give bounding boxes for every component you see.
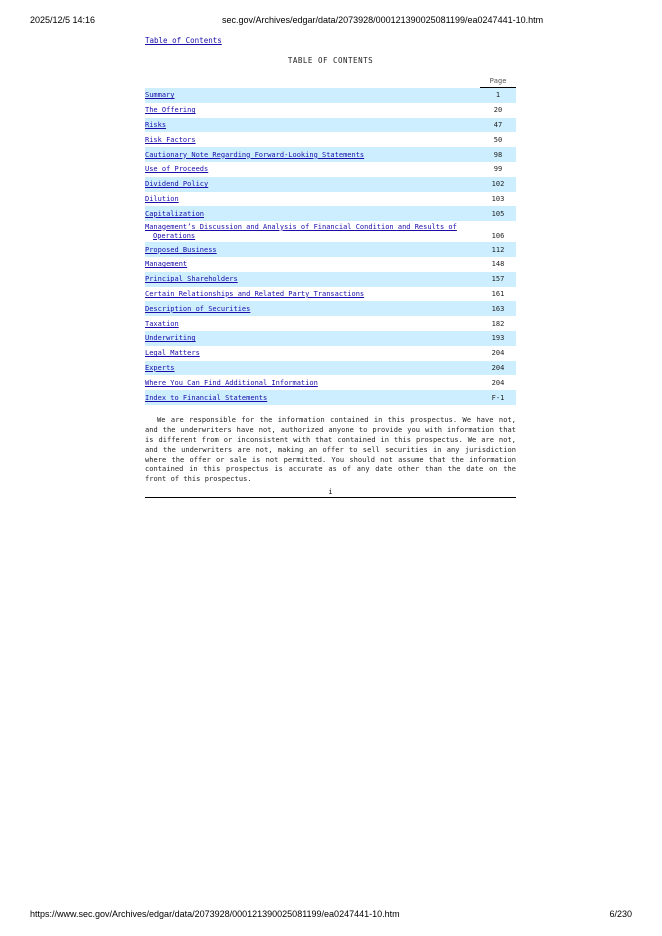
print-page-count: 6/230	[609, 909, 632, 919]
toc-entry-link[interactable]	[145, 136, 196, 144]
toc-entry-link[interactable]	[145, 305, 250, 313]
toc-row	[145, 221, 516, 242]
toc-entry-label: Principal Shareholders	[145, 275, 238, 284]
table-of-contents-link[interactable]: Table of Contents	[145, 36, 222, 45]
toc-entry-title-cell	[145, 88, 480, 103]
toc-row	[145, 118, 516, 133]
toc-row	[145, 272, 516, 287]
toc-entry-page: 148	[491, 260, 505, 269]
toc-entry-link[interactable]	[145, 91, 175, 99]
print-header-url: sec.gov/Archives/edgar/data/2073928/000121390025081199/ea0247441-10.htm	[222, 15, 544, 25]
toc-row	[145, 375, 516, 390]
toc-entry-page: 161	[491, 289, 505, 298]
toc-entry-link[interactable]	[145, 151, 364, 159]
toc-entry-label: Dividend Policy	[145, 180, 209, 189]
toc-row	[145, 162, 516, 177]
toc-entry-link[interactable]	[145, 180, 208, 188]
toc-entry-label: Description of Securities	[145, 304, 251, 313]
toc-entry-title-cell	[145, 287, 480, 302]
toc-row	[145, 88, 516, 103]
toc-entry-title-cell	[145, 301, 480, 316]
toc-entry-label: Where You Can Find Additional Information	[145, 378, 318, 387]
toc-entry-title-cell	[145, 221, 480, 242]
toc-entry-link[interactable]	[145, 349, 200, 357]
toc-row	[145, 242, 516, 257]
toc-row	[145, 361, 516, 376]
print-footer-url: https://www.sec.gov/Archives/edgar/data/2073928/000121390025081199/ea0247441-10.htm	[30, 909, 400, 919]
toc-entry-link[interactable]	[145, 275, 238, 283]
toc-row	[145, 301, 516, 316]
toc-row	[145, 390, 516, 405]
toc-entry-title-cell	[145, 103, 480, 118]
toc-entry-link[interactable]	[145, 320, 179, 328]
toc-entry-title-cell	[145, 242, 480, 257]
toc-entry-label: Risk Factors	[145, 135, 196, 144]
toc-entry-title-cell	[145, 316, 480, 331]
toc-entry-page: 204	[491, 349, 505, 358]
toc-entry-label: Use of Proceeds	[145, 165, 209, 174]
toc-entry-page: 112	[480, 242, 516, 257]
toc-entry-title-cell	[145, 206, 480, 221]
toc-entry-page: 102	[480, 177, 516, 192]
toc-entry-title-cell	[145, 257, 480, 272]
toc-entry-label: Index to Financial Statements	[145, 393, 268, 402]
toc-entry-label: Underwriting	[145, 334, 196, 343]
toc-entry-link[interactable]	[145, 106, 196, 114]
toc-entry-link[interactable]	[145, 246, 217, 254]
toc-entry-label: Risks	[145, 120, 167, 129]
toc-entry-page: 20	[493, 106, 503, 115]
toc-entry-title-cell	[145, 147, 480, 162]
toc-entry-link[interactable]	[145, 165, 208, 173]
toc-entry-link[interactable]	[145, 210, 204, 218]
toc-entry-label: Management	[145, 260, 188, 269]
toc-entry-link[interactable]	[145, 195, 179, 203]
toc-row	[145, 192, 516, 207]
page-divider	[145, 497, 516, 498]
page-number: i	[328, 488, 333, 497]
toc-row	[145, 103, 516, 118]
toc-entry-page: 47	[480, 118, 516, 133]
toc-entry-title-cell	[145, 361, 480, 376]
toc-entry-label: Proposed Business	[145, 245, 217, 254]
toc-entry-link[interactable]	[145, 379, 318, 387]
toc-row	[145, 206, 516, 221]
toc-entry-label: Management’s Discussion and Analysis of Financial Condition and Results of	[145, 222, 457, 231]
toc-entry-page: 99	[493, 165, 503, 174]
toc-entry-page: F-1	[480, 390, 516, 405]
toc-entry-page: 105	[480, 206, 516, 221]
toc-entry-label: Summary	[145, 91, 175, 100]
toc-entry-title-cell	[145, 390, 480, 405]
toc-entry-page: 1	[480, 88, 516, 103]
toc-entry-title-cell	[145, 375, 480, 390]
toc-row	[145, 316, 516, 331]
toc-entry-page: 204	[480, 361, 516, 376]
toc-entry-page: 182	[491, 319, 505, 328]
toc-row	[145, 346, 516, 361]
toc-entry-title-cell	[145, 177, 480, 192]
toc-entry-page: 157	[480, 272, 516, 287]
toc-title-header	[145, 74, 480, 88]
toc-entry-label: Experts	[145, 363, 175, 372]
toc-entry-title-cell	[145, 192, 480, 207]
toc-entry-link[interactable]	[145, 394, 267, 402]
toc-body	[145, 88, 516, 405]
toc-entry-label: Certain Relationships and Related Party Transactions	[145, 289, 365, 298]
toc-entry-title-cell	[145, 162, 480, 177]
toc-entry-title-cell	[145, 272, 480, 287]
toc-entry-label: Legal Matters	[145, 349, 200, 358]
toc-entry-label: Dilution	[145, 194, 179, 203]
toc-table	[145, 74, 516, 405]
toc-entry-page: 98	[480, 147, 516, 162]
document-page	[145, 36, 516, 498]
toc-entry-link[interactable]	[145, 364, 175, 372]
toc-row	[145, 177, 516, 192]
toc-entry-page: 50	[493, 135, 503, 144]
toc-entry-link[interactable]	[145, 290, 364, 298]
toc-row	[145, 331, 516, 346]
toc-entry-page: 204	[491, 378, 505, 387]
toc-page-header: Page	[480, 74, 516, 88]
toc-entry-link[interactable]	[145, 334, 196, 342]
toc-entry-link[interactable]	[145, 121, 166, 129]
toc-row	[145, 132, 516, 147]
toc-entry-label: The Offering	[145, 106, 196, 115]
toc-heading: TABLE OF CONTENTS	[287, 56, 374, 65]
toc-entry-title-cell	[145, 346, 480, 361]
toc-entry-link[interactable]	[145, 223, 457, 240]
toc-entry-page: 163	[480, 301, 516, 316]
toc-entry-title-cell	[145, 118, 480, 133]
toc-row	[145, 257, 516, 272]
responsibility-paragraph: We are responsible for the information contained in this prospectus. We have not, and the underwriters have not, authorized anyone to provide you with information that is different from or inconsistent with that contained in this prospectus. We are not, and the underwriters are not, making an offer to sell securities in any jurisdiction where the offer or sale is not permitted. You should not assume that the information contained in this prospectus is accurate as of any date other than the date on the front of this prospectus.	[145, 415, 516, 484]
toc-entry-page: 193	[480, 331, 516, 346]
toc-entry-link[interactable]	[145, 260, 187, 268]
toc-row	[145, 287, 516, 302]
toc-entry-page: 106	[491, 232, 505, 241]
toc-entry-page: 103	[491, 194, 505, 203]
print-timestamp: 2025/12/5 14:16	[30, 15, 96, 25]
toc-entry-label: Cautionary Note Regarding Forward-Looking Statements	[145, 150, 365, 159]
toc-entry-label: Taxation	[145, 319, 179, 328]
toc-entry-title-cell	[145, 331, 480, 346]
toc-entry-label-continued: Operations	[153, 231, 196, 240]
toc-entry-label: Capitalization	[145, 209, 205, 218]
toc-entry-title-cell	[145, 132, 480, 147]
toc-row	[145, 147, 516, 162]
